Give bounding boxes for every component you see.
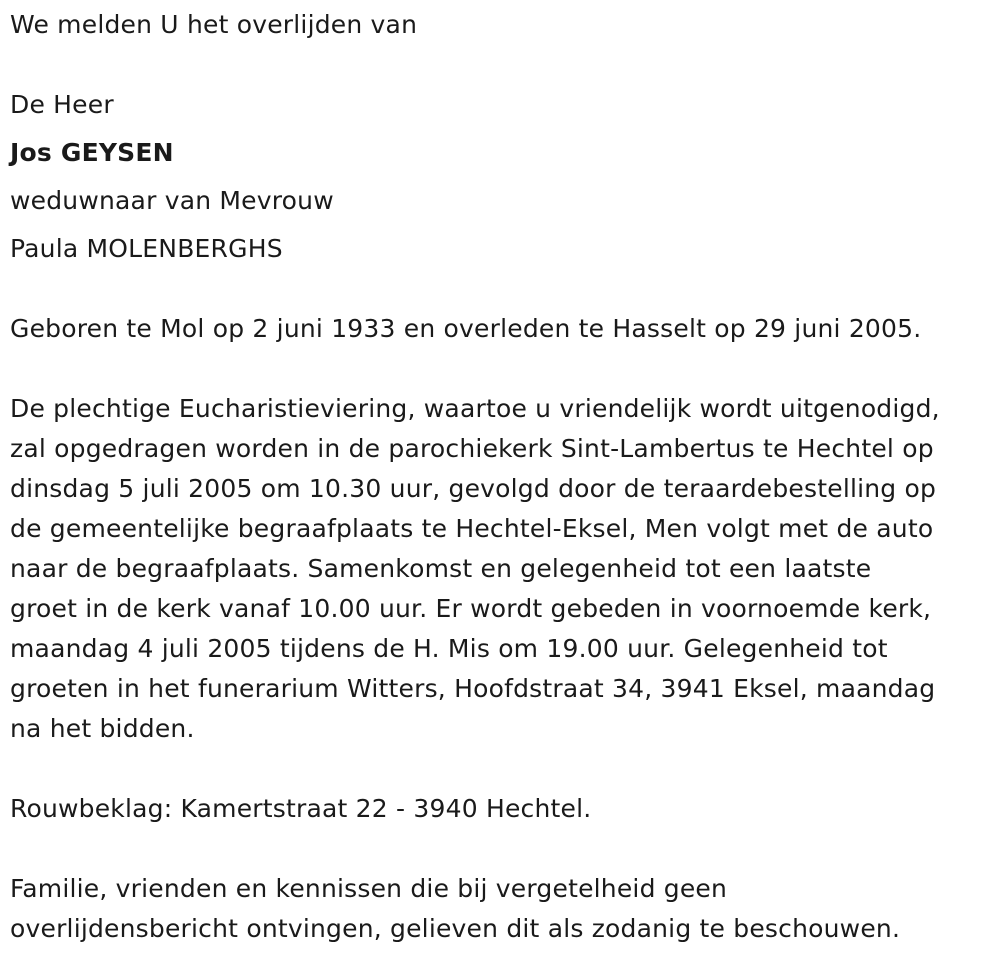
honorific: De Heer (10, 90, 114, 119)
ceremony-line: groeten in het funerarium Witters, Hoofdstraat 34, 3941 Eksel, maandag (10, 674, 936, 703)
spacer (10, 749, 995, 789)
closing-line: overlijdensbericht ontvingen, gelieven dit als zodanig te beschouwen. (10, 914, 901, 943)
closing-line: Familie, vrienden en kennissen die bij vergetelheid geen (10, 874, 728, 903)
intro-text: We melden U het overlijden van (10, 10, 418, 39)
ceremony-line: naar de begraafplaats. Samenkomst en gelegenheid tot een laatste (10, 554, 872, 583)
ceremony-line: groet in de kerk vanaf 10.00 uur. Er wordt gebeden in voornoemde kerk, (10, 594, 932, 623)
deceased-name: Jos GEYSEN (10, 138, 174, 167)
ceremony-line: na het bidden. (10, 714, 195, 743)
spacer (10, 349, 995, 389)
ceremony-line: dinsdag 5 juli 2005 om 10.30 uur, gevolgd door de teraardebestelling op (10, 474, 937, 503)
ceremony-line: De plechtige Eucharistieviering, waartoe u vriendelijk wordt uitgenodigd, (10, 394, 940, 423)
ceremony-line: de gemeentelijke begraafplaats te Hechtel-Eksel, Men volgt met de auto (10, 514, 934, 543)
spacer (10, 45, 995, 85)
condolences-address: Rouwbeklag: Kamertstraat 22 - 3940 Hechtel. (10, 794, 592, 823)
closing-paragraph (10, 869, 995, 949)
ceremony-line: zal opgedragen worden in de parochiekerk Sint-Lambertus te Hechtel op (10, 434, 934, 463)
ceremony-paragraph (10, 389, 995, 749)
spacer (10, 829, 995, 869)
birth-death-text: Geboren te Mol op 2 juni 1933 en overleden te Hasselt op 29 juni 2005. (10, 314, 922, 343)
spouse-name: Paula MOLENBERGHS (10, 234, 283, 263)
death-notice (10, 0, 995, 949)
spacer (10, 269, 995, 309)
relation-text: weduwnaar van Mevrouw (10, 186, 334, 215)
ceremony-line: maandag 4 juli 2005 tijdens de H. Mis om 19.00 uur. Gelegenheid tot (10, 634, 888, 663)
